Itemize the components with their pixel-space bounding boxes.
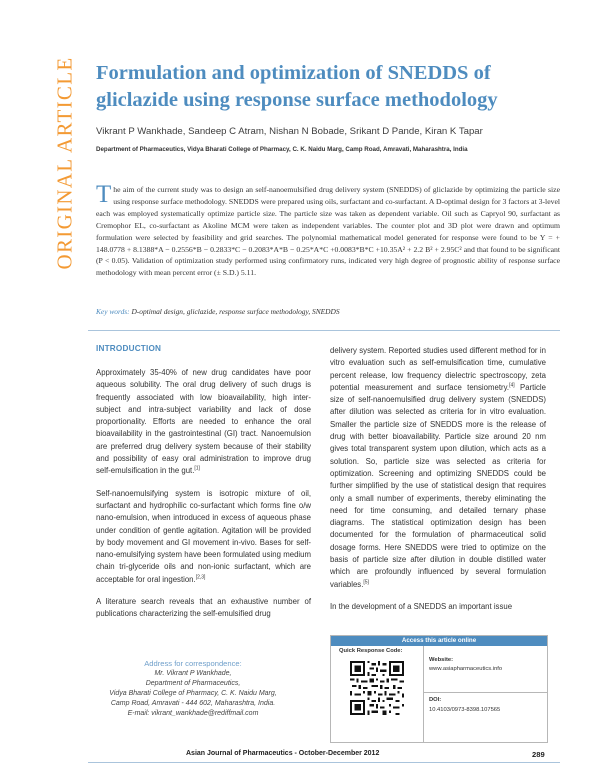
correspondence-address (88, 659, 298, 718)
correspondence-line: Department of Pharmaceutics, (145, 679, 241, 687)
introduction-heading: INTRODUCTION (96, 344, 162, 353)
journal-footer: Asian Journal of Pharmaceutics - October-December 2012 (186, 750, 380, 757)
author-list: Vikrant P Wankhade, Sandeep C Atram, Nishan N Bobade, Srikant D Pande, Kiran K Tapar (96, 126, 483, 137)
access-online-box (330, 635, 548, 743)
article-type-label (50, 56, 80, 270)
body-paragraph: Approximately 35-40% of new drug candidates have poor aqueous solubility. The oral drug delivery of such drugs is frequently associated with low bioavailability, high inter-subject and intra-subject variability and lack of dose proportionality. Efforts are needed to enhance the oral bioavailability in the gastrointestinal (GI) tract. Nanoemulsion are preferred drug delivery system because of their stability and possibility of easy oral administration to improve drug self-emulsification in the gut.[1] (96, 368, 311, 476)
page-number: 289 (532, 750, 545, 759)
keywords-label: Key words: (96, 307, 130, 316)
author-affiliation: Department of Pharmaceutics, Vidya Bharati College of Pharmacy, C. K. Naidu Marg, Camp Road, Amravati, Maharashtra, India (96, 146, 468, 153)
correspondence-heading: Address for correspondence: (144, 659, 242, 668)
correspondence-line: Mr. Vikrant P Wankhade, (154, 669, 232, 677)
doi-link[interactable]: 10.4103/0973-8398.107565 (429, 707, 501, 713)
abstract (96, 181, 560, 279)
website-label: Website: (429, 657, 454, 663)
body-paragraph: In the development of a SNEDDS an important issue (330, 601, 513, 611)
access-box-header: Access this article online (331, 636, 547, 646)
box-divider (423, 646, 424, 742)
correspondence-line: Camp Road, Amravati - 444 602, Maharashtra, India. (110, 699, 276, 707)
citation[interactable]: [5] (363, 579, 369, 586)
body-column-left (96, 367, 311, 631)
abstract-drop-cap: T (96, 181, 112, 208)
box-divider (423, 692, 547, 693)
body-column-right (330, 345, 546, 623)
citation[interactable]: [1] (194, 465, 200, 472)
keywords (96, 307, 560, 316)
correspondence-line: Vidya Bharati College of Pharmacy, C. K. Naidu Marg, (109, 689, 277, 697)
citation[interactable]: [4] (509, 382, 515, 389)
abstract-text: he aim of the current study was to design an self-nanoemulsified drug delivery system (SNEDDS) of gliclazide by optimizing the particle size using response surface methodology. SNEDDS were prepared using oils, surfactant and co-surfactant. A D-optimal design for 3 factors at 3-level each was employed systematically optimize particle size. The particle size was taken as dependent variable. Oil such as Capryol 90, surfactant as Cremophor EL, co-surfactant as Akoline MCM were taken as independent variables. The counter plot and 3D plot were drawn and optimum formulation were selected by feasibility and grid searches. The polynomial mathematical model generated for response were found to be Y = + 148.0778 + 8.1388*A − 0.2556*B − 0.2833*C − 0.2083*A*B − 0.25*A*C +0.0083*B*C +10.35A² + 2.2 B² + 2.95C² and that found to be significant (P < 0.05). Validation of optimization study performed using confirmatory runs, indicated very high degree of prognostic ability of response surface methodology with mean percent error (± S.D.) 5.11. (96, 185, 560, 278)
qr-code-icon[interactable] (350, 661, 404, 715)
body-paragraph: delivery system. Reported studies used different method for in vitro evaluation such as self-emulsification time, cumulative percent release, low frequency dielectric spectroscopy, zeta potential measurement and surface tensiometry.[4] Particle size of self-nanoemulsified drug delivery system (SNEDDS) after dilution was selected as criteria for in vitro evaluation. Smaller the particle size of SNEDDS more is the release of drug with better bioavailability. Particle size around 20 nm gives total transparent system upon dilution, which acts as a solution. So, particle size was selected as criteria for optimization. Screening and optimizing SNEDDS could be further simplified by the use of statistical design that requires only a small number of experiments, thereby eliminating the need for time consuming, and detailed ternary phase diagrams. The statistical optimization design has been documented for the formulation of pharmaceutical solid dosage forms. Here SNEDDS were tried to optimize on the basis of particle size after dilution in double distilled water which are profoundly influenced by several formulation variables.[5] (330, 346, 546, 589)
article-type-text: ORIGINAL ARTICLE (52, 56, 77, 270)
correspondence-email[interactable]: E-mail: vikrant_wankhade@rediffmail.com (127, 709, 259, 717)
qr-label: Quick Response Code: (339, 648, 403, 654)
body-paragraph: Self-nanoemulsifying system is isotropic mixture of oil, surfactant and hydrophilic co-surfactant which forms fine o/w nano-emulsion, when introduced in excess of aqueous phase under condition of gentle agitation. Agitation will be provided by body movement and GI movement in-vivo. Bases for self-nano-emulsifying system have been formulated using medium chain tri-glyceride oils and non-ionic surfactant, which are acceptable for oral ingestion.[2,3] (96, 488, 311, 584)
website-link[interactable]: www.asiapharmaceutics.info (429, 666, 503, 672)
section-divider (88, 330, 560, 331)
citation[interactable]: [2,3] (195, 574, 206, 581)
article-title: Formulation and optimization of SNEDDS of gliclazide using response surface methodology (96, 62, 498, 111)
doi-label: DOI: (429, 697, 442, 703)
footer-divider (88, 762, 560, 763)
body-paragraph: A literature search reveals that an exhaustive number of publications characterizing the self-emulsified drug (96, 597, 311, 619)
keywords-text: D-optimal design, gliclazide, response surface methodology, SNEDDS (131, 307, 340, 316)
